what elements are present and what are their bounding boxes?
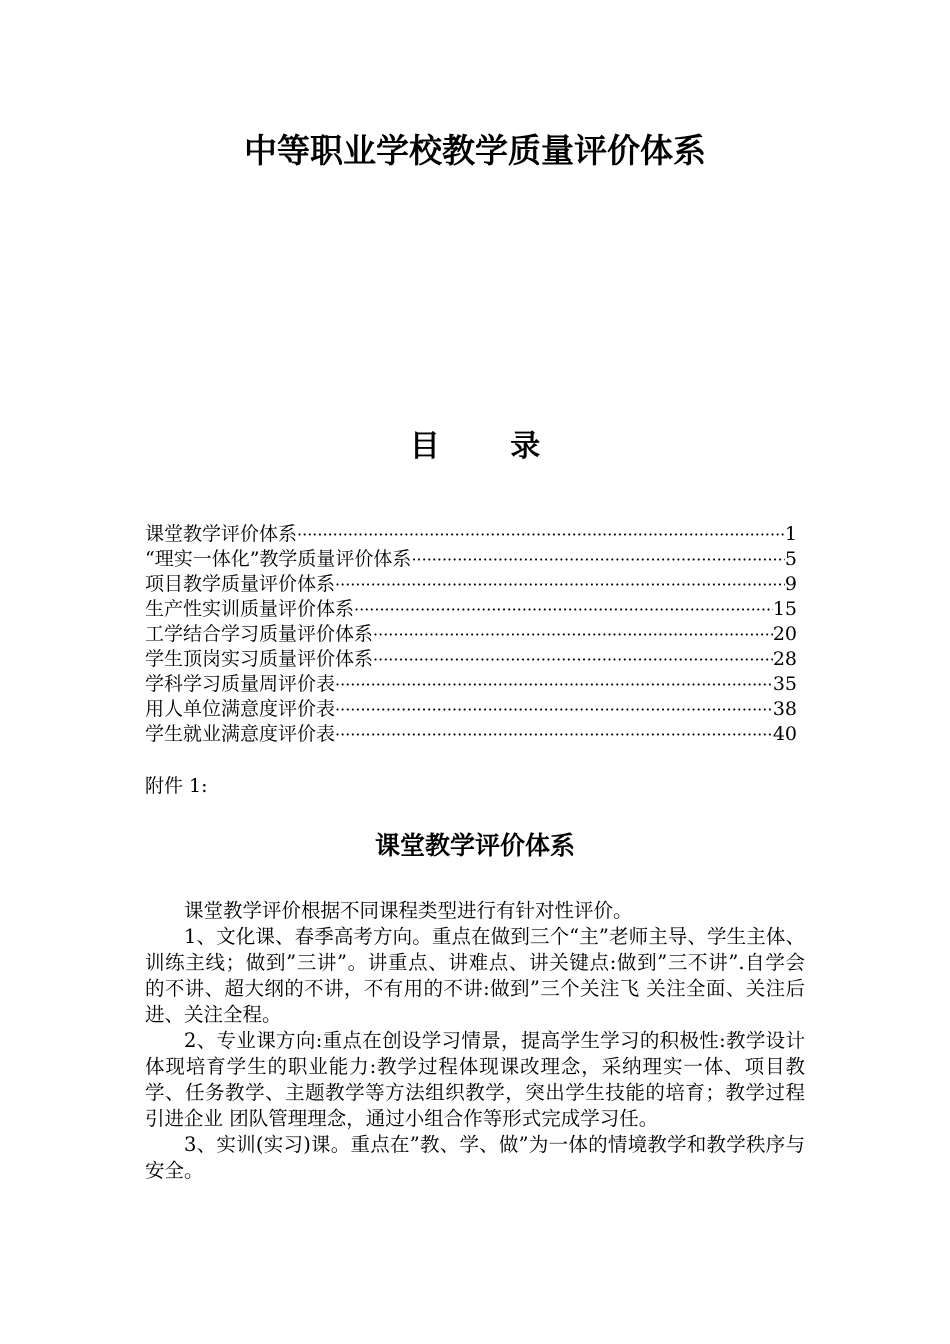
toc-item[interactable] — [145, 547, 797, 572]
toc-item[interactable] — [145, 597, 797, 622]
toc-leader-dots — [373, 647, 773, 672]
toc-item-label: 项目教学质量评价体系 — [145, 573, 336, 595]
body-paragraph: 1、文化课、春季高考方向。重点在做到三个“主”老师主导、学生主体、训练主线；做到”三讲”。讲重点、讲难点、讲关键点:做到”三不讲”.自学会 的不讲、超大纲的不讲，不有用的不讲:做到”三个关注飞 关注全面、关注后进、关注全程。 — [145, 925, 805, 1026]
toc-item-page: 20 — [772, 623, 797, 645]
toc-item-page: 28 — [772, 648, 797, 670]
toc-item-page: 15 — [772, 598, 797, 620]
toc-item-label: 学生就业满意度评价表 — [145, 723, 336, 745]
toc-item-page: 35 — [772, 673, 797, 695]
body-paragraph: 课堂教学评价根据不同课程类型进行有针对性评价。 — [184, 899, 633, 922]
toc-item-label: “理实一体化”教学质量评价体系 — [145, 548, 412, 570]
toc-leader-dots — [335, 572, 785, 597]
toc-item-label: 课堂教学评价体系 — [145, 523, 298, 545]
section-body — [145, 898, 805, 1184]
toc-heading: 目 录 — [409, 429, 571, 464]
document-title: 中等职业学校教学质量评价体系 — [244, 131, 706, 170]
toc-item-label: 用人单位满意度评价表 — [145, 698, 336, 720]
toc-item[interactable] — [145, 647, 797, 672]
toc-leader-dots — [354, 597, 773, 622]
toc-item-label: 生产性实训质量评价体系 — [145, 598, 355, 620]
attachment-label: 附件 1: — [145, 775, 208, 797]
toc-item[interactable] — [145, 622, 797, 647]
toc-item-label: 学生顶岗实习质量评价体系 — [145, 648, 374, 670]
toc-item[interactable] — [145, 522, 797, 547]
toc-leader-dots — [411, 547, 784, 572]
toc-item-page: 9 — [784, 573, 797, 595]
toc-item[interactable] — [145, 672, 797, 697]
toc-item[interactable] — [145, 722, 797, 747]
toc-item-page: 1 — [784, 523, 797, 545]
toc-item-page: 40 — [772, 723, 797, 745]
body-paragraph: 3、实训(实习)课。重点在”教、学、做”为一体的情境教学和教学秩序与安全。 — [145, 1133, 805, 1182]
toc-item-label: 工学结合学习质量评价体系 — [145, 623, 374, 645]
toc-leader-dots — [297, 522, 785, 547]
body-paragraph: 2、专业课方向:重点在创设学习情景，提高学生学习的积极性:教学设计体现培育学生的职业能力:教学过程体现课改理念，采纳理实一体、项目教学、任务教学、主题教学等方法组织教学，突出学生技能的培育；教学过程引进企业 团队管理理念，通过小组合作等形式完成学习任。 — [145, 1029, 805, 1130]
toc-item[interactable] — [145, 697, 797, 722]
toc-item-page: 5 — [784, 548, 797, 570]
toc-leader-dots — [335, 697, 773, 722]
toc-leader-dots — [335, 672, 773, 697]
toc-leader-dots — [335, 722, 773, 747]
toc-item-label: 学科学习质量周评价表 — [145, 673, 336, 695]
toc-leader-dots — [373, 622, 773, 647]
toc-item-page: 38 — [772, 698, 797, 720]
section-title: 课堂教学评价体系 — [374, 831, 575, 860]
table-of-contents — [145, 522, 797, 747]
toc-item[interactable] — [145, 572, 797, 597]
